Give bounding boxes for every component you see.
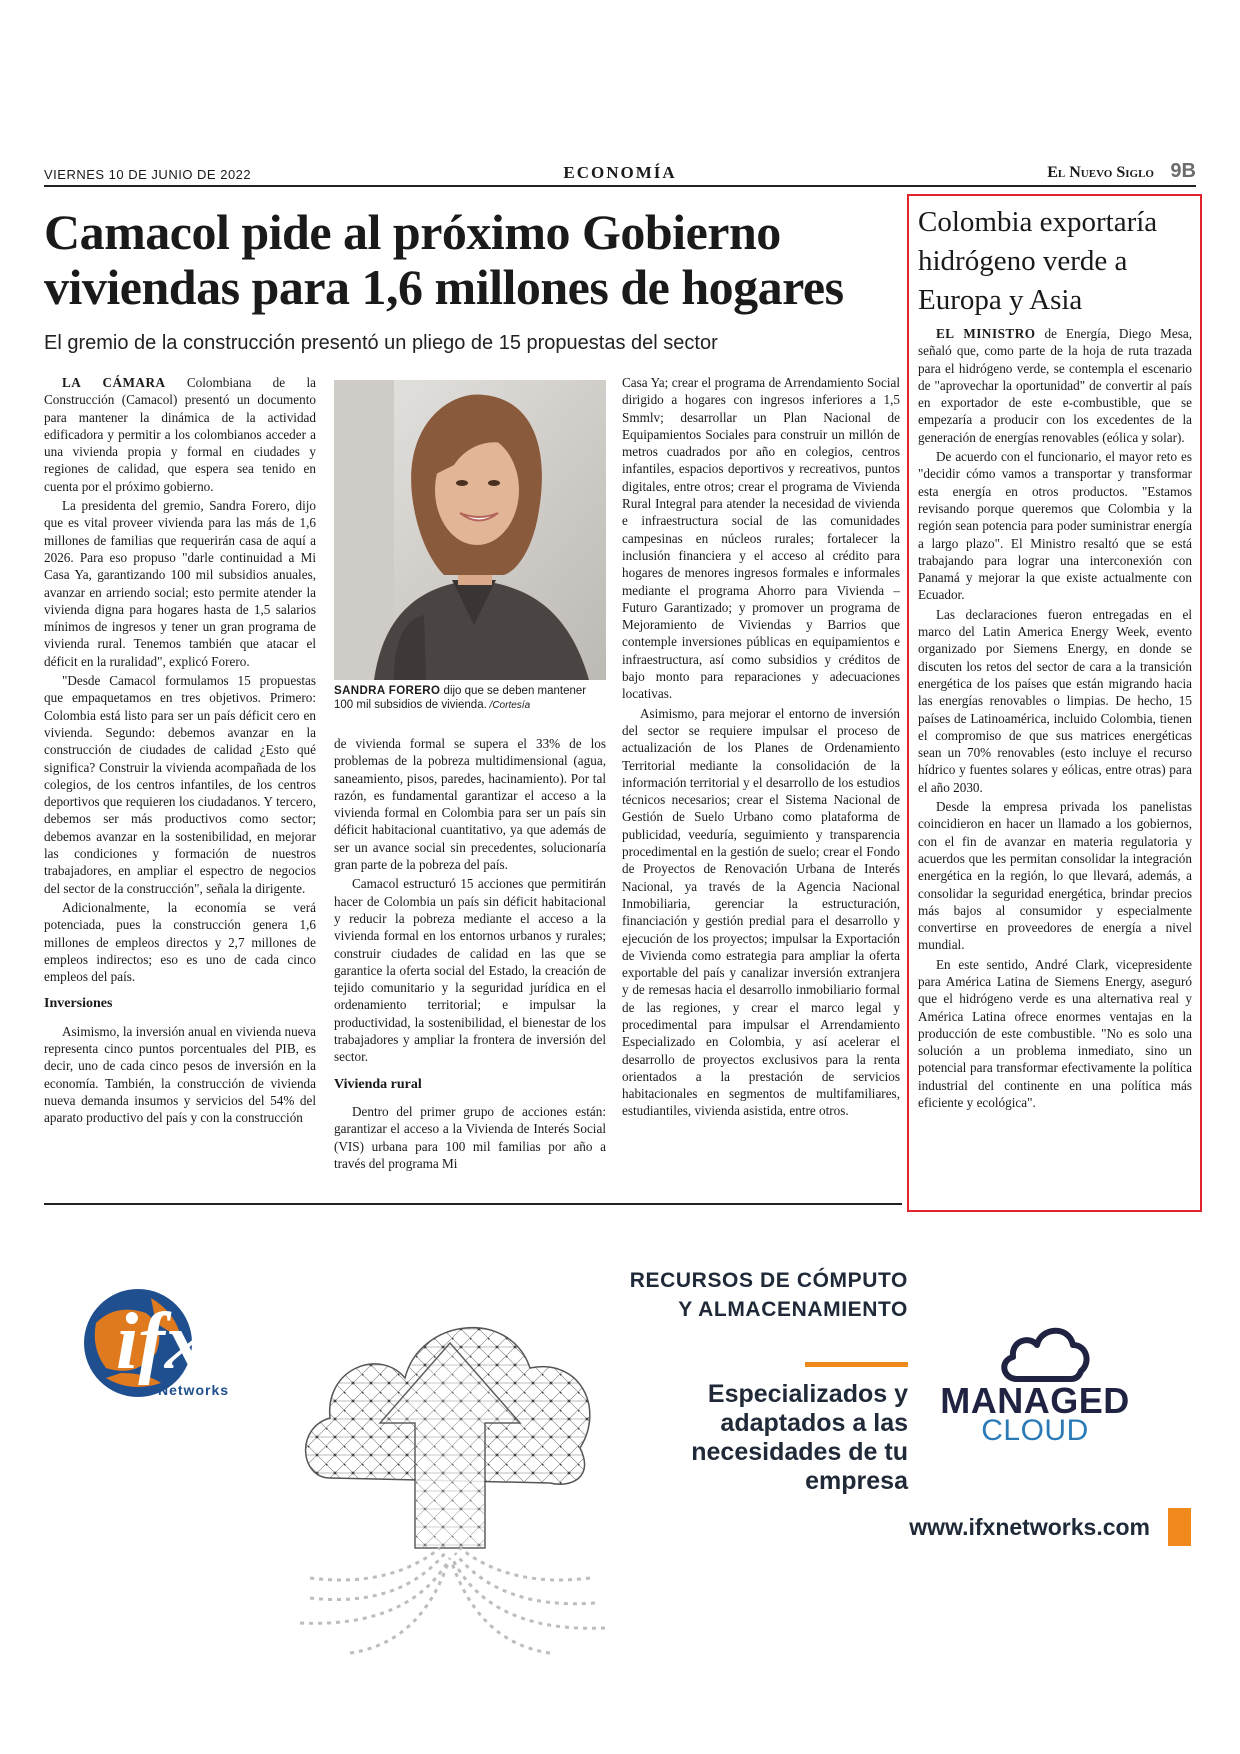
page-number: 9B <box>1170 160 1196 182</box>
product-name-line1: MANAGED <box>940 1380 1130 1421</box>
caption-name: SANDRA FORERO <box>334 685 441 697</box>
article-headline: Camacol pide al próximo Gobierno viviendas para 1,6 millones de hogares <box>44 204 844 315</box>
article-column-2 <box>334 735 606 1205</box>
lead-paragraph <box>44 374 316 495</box>
product-name-line2: CLOUD <box>981 1414 1089 1447</box>
header-divider <box>44 185 1196 187</box>
logo-letters: ifx <box>116 1298 205 1386</box>
paragraph: de vivienda formal se supera el 33% de los problemas de la pobreza multidimensional (agua, saneamiento, pisos, paredes, hacinamiento). Por tal razón, es fundamental garantizar el acceso a la vivienda formal en Colombia para ser un país sin déficit habitacional cuantitativo, ya que además de ser un avance social sin precedentes, solucionaría gran parte de la pobreza del país. <box>334 736 606 873</box>
ad-tagline: Especializados y adaptados a las necesidades de tu empresa <box>691 1380 908 1495</box>
ad-heading: RECURSOS DE CÓMPUTO Y ALMACENAMIENTO <box>629 1269 908 1321</box>
paragraph: Adicionalmente, la economía se verá potenciada, pues la construcción genera 1,6 millones de empleos directos y 2,7 millones de empleos indirectos; eso es uno de cada cinco empleos del país. <box>44 899 316 985</box>
paragraph: Casa Ya; crear el programa de Arrendamiento Social dirigido a hogares con ingresos inferiores a 1,5 Smmlv; desarrollar un Plan Nacional de Equipamientos Sociales para construir un millón de metros cuadrados por año en colegios, centros infantiles, espacios deportivos y recreativos, puntos digitales, entre otros; crear el programa de Vivienda Rural Integral para atender la necesidad de vivienda e infraestructura social de las comunidades campesinas en núcleos rurales; fortalecer la inclusión financiera y el acceso al crédito para hogares de menores ingresos formales e informales mediante el programa Ahorro para Vivienda – Futuro Garantizado; y promover un programa de Mejoramiento de Viviendas y Barrios que contemple inversiones públicas en equipamientos e infraestructura, así como subsidios y créditos de bajo monto para reparaciones y adecuaciones locativas. <box>622 375 900 702</box>
caption-credit: /Cortesía <box>486 700 531 711</box>
issue-date: VIERNES 10 DE JUNIO DE 2022 <box>44 167 252 182</box>
paragraph: "Desde Camacol formulamos 15 propuestas que empaquetamos en tres objetivos. Primero: Colombia está listo para ser un país déficit cero en vivienda. Segundo: debemos avanzar en la construcción de ciudades de calidad ¿Esto qué significa? Construir la vivienda acompañada de los colegios, de los centros infantiles, de los centros deportivos que requieren los ciudadanos. Y tercero, debemos ser más productivos como sector; debemos avanzar en la sostenibilidad, en mejorar las condiciones y formación de nuestros trabajadores, en ampliar el espectro de negocios del sector de la construcción", señala la dirigente. <box>44 673 316 896</box>
subheading-inversiones: Inversiones <box>44 996 113 1012</box>
paragraph: Desde la empresa privada los panelistas coincidieron en hacer un llamado a los gobiernos, con el fin de avanzar en materia regulatoria y acuerdos que les permitan consolidar la integración energética en la región, lo que llevará, además, a consolidar la seguridad energética, brindar precios más bajos al consumidor y especialmente convertirse en proveedores de energía a nivel mundial. <box>918 799 1192 953</box>
lead-word: EL MINISTRO <box>936 326 1036 341</box>
cloud-icon <box>995 1315 1095 1387</box>
paragraph: Camacol estructuró 15 acciones que permitirán hacer de Colombia un país sin déficit habitacional y reducir la pobreza mediante el acceso a la vivienda formal en los entornos urbanos y rurales; construir ciudades de calidad en las que se garantice la oferta social del Estado, la creación de tejido comunitario y la seguridad jurídica en el ordenamiento territorial; e impulsar la productividad, la sostenibilidad, el bienestar de los trabajadores y ampliar la frontera de inversión del sector. <box>334 876 606 1065</box>
lead-word: LA CÁMARA <box>62 375 166 390</box>
article-subtitle: El gremio de la construcción presentó un pliego de 15 propuestas del sector <box>44 332 718 354</box>
section-name: ECONOMÍA <box>563 163 677 182</box>
article-photo <box>334 380 606 680</box>
article-column-1 <box>44 374 316 1206</box>
ad-accent-rule <box>805 1362 908 1367</box>
paragraph: La presidenta del gremio, Sandra Forero, dijo que es vital proveer vivienda para las más de 1,6 millones de familias que requerirán casa de aquí a 2026. Para eso propuso "darle continuidad a Mi Casa Ya, garantizando 100 mil subsidios anuales, avanzar en arriendo social; esto permite atender la vivienda digna para hogares hasta de 1,5 salarios mínimos de ingresos y tener un gran programa de vivienda rural. Tenemos también que atacar el déficit en la ruralidad", explicó Forero. <box>44 498 316 669</box>
newspaper-name: El Nuevo Siglo <box>1047 164 1154 181</box>
paragraph: De acuerdo con el funcionario, el mayor reto es "decidir cómo vamos a transportar y transformar esta energía en otros productos. "Estamos revisando porque queremos que Colombia y la región sean potencia para poder suministrar energía a largo plazo". El Ministro resaltó que se está trabajando para lograr una interconexión con Panamá y mejorar la que existe actualmente con Ecuador. <box>918 449 1192 603</box>
sidebar-headline: Colombia exportaría hidrógeno verde a Europa y Asia <box>918 206 1158 316</box>
lead-text: de Energía, Diego Mesa, señaló que, como parte de la hoja de ruta trazada para el hidrógeno verde, se contempla el escenario de "aprovechar la oportunidad" de convertir al país en exportador de este e-combustible, que se empezaría a producir con los excedentes de la generación de energías renovables (eólica y solar). <box>918 326 1192 445</box>
subheading-vivienda-rural: Vivienda rural <box>334 1076 422 1092</box>
photo-caption <box>334 684 606 713</box>
sidebar-body <box>918 325 1192 1205</box>
ad-accent-bar <box>1168 1508 1191 1546</box>
article-bottom-divider <box>44 1203 902 1205</box>
portrait-illustration <box>334 380 606 680</box>
logo-word: Networks <box>158 1382 230 1398</box>
caption-text: dijo que se deben mantener 100 mil subsidios de vivienda. <box>334 685 587 711</box>
ad-url[interactable]: www.ifxnetworks.com <box>909 1514 1150 1540</box>
lead-paragraph <box>918 325 1192 446</box>
paragraph: Asimismo, la inversión anual en vivienda nueva representa cinco puntos porcentuales del PIB, es decir, uno de cada cinco pesos de inversión en la economía. También, la construcción de vivienda nueva demanda insumos y servicios del 54% del aparato productivo del país y con la construcción <box>44 1023 316 1126</box>
article-column-3 <box>622 374 900 1204</box>
paragraph: En este sentido, André Clark, vicepresidente para América Latina de Siemens Energy, aseguró que el hidrógeno verde es una alternativa real y América Latina ofrece enormes ventajas en la producción de este combustible. "No es solo una solución a un problema inmediato, sino un potencial para transformar efectivamente la política industrial del continente en una política más eficiente y ecológica". <box>918 956 1192 1111</box>
paragraph: Asimismo, para mejorar el entorno de inversión del sector se requiere impulsar el proceso de actualización de los Planes de Ordenamiento Territorial mediante la consolidación de la información territorial y el desarrollo de los estudios técnicos necesarios; crear el Sistema Nacional de Gestión de Suelo Urbano como plataforma de publicidad, veeduría, seguimiento y transparencia procedimental en la gestión de suelo; crear el Fondo de Proyectos de Renovación Urbana de Interés Nacional, ya través de la Agencia Nacional Inmobiliaria, gerenciar la estructuración, financiación y gestión predial para el desarrollo y ejecución de los proyectos; impulsar la Exportación de Vivienda como estrategia para ampliar la oferta exportable del país y canalizar inversión extranjera y de remesas hacia el desarrollo inmobiliario formal de las regiones, y crear el marco legal y procedimental para impulsar el Arrendamiento Especializado en Colombia, y así acelerar el desarrollo de proyectos exclusivos para la renta orientados a la prestación de servicios habitacionales en segmentos de multifamiliares, estudiantiles, vivienda asistida, entre otros. <box>622 705 900 1119</box>
paragraph: Dentro del primer grupo de acciones están: garantizar el acceso a la Vivienda de Interés Social (VIS) urbana para 100 mil familias por año a través del programa Mi <box>334 1103 606 1171</box>
ifx-networks-logo <box>76 1283 276 1403</box>
paragraph: Las declaraciones fueron entregadas en el marco del Latin America Energy Week, evento organizado por Siemens Energy, en donde se discuten los retos del sector de cara a la transición energética de los países que están migrando hacia las energías renovables o limpias. De hecho, 15 países de Latinoamérica, incluido Colombia, tienen el compromiso de que sus matrices energéticas sean un 70% renovables (esto incluye el recurso hídrico y fuentes solares y eólicas, entre otras) para el año 2030. <box>918 606 1192 795</box>
lead-text: Colombiana de la Construcción (Camacol) presentó un documento para mantener la dinámica de la actividad edificadora y permitir a los colombianos acceder a una vivienda propia y formal en ciudades y regiones de calidad, que espera sea tenido en cuenta por el próximo gobierno. <box>44 375 316 494</box>
cloud-upload-illustration <box>290 1248 610 1668</box>
